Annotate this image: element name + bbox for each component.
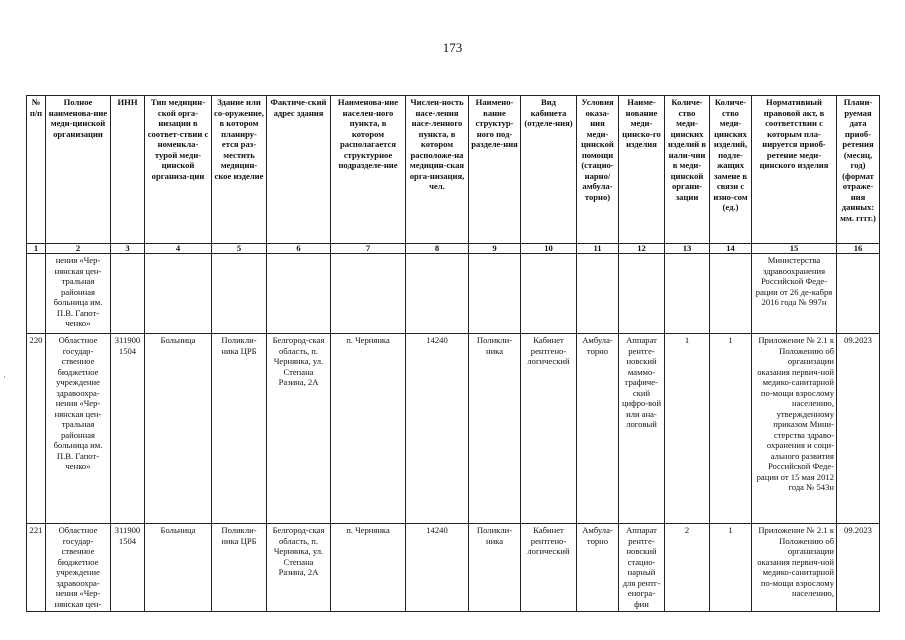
cell-type: Больница <box>145 334 212 524</box>
col-header-qty-replace: Количе-ство меди-цинских изделий, подле-жащих замене в связи с изно-сом (ед.) <box>710 96 752 244</box>
cell-type <box>145 254 212 334</box>
cell-org: нения «Чер-нянская цен-тральная районная больница им. П.В. Гапот-ченко» <box>46 254 111 334</box>
cell-org: Областное государ-ственное бюджетное учреждение здравоохра-нения «Чер-нянская цен- <box>46 524 111 612</box>
cell-num <box>27 254 46 334</box>
col-header-locality: Наименова-ние населен-ного пункта, в котором располагается структурное подразделе-ние <box>331 96 406 244</box>
col-header-type: Тип медицин-ской орга-низации в соответ-ствии с номенкла-турой меди-цинской организа-ции <box>145 96 212 244</box>
header-row <box>27 96 880 244</box>
col-header-division: Наимено-вание структур-ного под-разделе-ния <box>469 96 521 244</box>
cell-device <box>619 254 665 334</box>
cell-act: Министерства здравоохранения Российской Феде-рации от 26 де-кабря 2016 года № 997н <box>752 254 837 334</box>
col-header-date: Плани-руемая дата приоб-ретения (месяц, год) (формат отраже-ния данных: мм. гггг.) <box>837 96 880 244</box>
cell-inn: 311900 1504 <box>111 524 145 612</box>
col-header-cabinet: Вид кабинета (отделе-ния) <box>521 96 577 244</box>
table-row <box>27 334 880 524</box>
cell-division: Поликли-ника <box>469 524 521 612</box>
table-row <box>27 254 880 334</box>
cell-building <box>212 254 267 334</box>
cell-device: Аппарат рентге-новский маммо-графиче-ский цифро-вой или ана-логовый <box>619 334 665 524</box>
cell-address: Белгород-ская область, п. Чернянка, ул. Степана Разина, 2А <box>267 524 331 612</box>
column-number: 4 <box>145 244 212 254</box>
cell-qty-have: 2 <box>665 524 710 612</box>
medical-devices-table <box>26 95 880 612</box>
page-number: 173 <box>442 40 463 55</box>
column-number: 16 <box>837 244 880 254</box>
table-row <box>27 524 880 612</box>
cell-conditions: Амбула-торно <box>577 334 619 524</box>
cell-inn: 311900 1504 <box>111 334 145 524</box>
col-header-device: Наиме-нование меди-цинско-го изделия <box>619 96 665 244</box>
column-number: 2 <box>46 244 111 254</box>
cell-qty-replace: 1 <box>710 524 752 612</box>
cell-date <box>837 254 880 334</box>
margin-mark: · <box>3 372 6 382</box>
cell-qty-replace <box>710 254 752 334</box>
cell-device: Аппарат рентге-новский стацио-нарный для рентг-еногра-фии <box>619 524 665 612</box>
cell-address: Белгород-ская область, п. Чернянка, ул. Степана Разина, 2А <box>267 334 331 524</box>
column-number: 3 <box>111 244 145 254</box>
cell-qty-replace: 1 <box>710 334 752 524</box>
col-header-inn: ИНН <box>111 96 145 244</box>
cell-cabinet: Кабинет рентгено-логический <box>521 334 577 524</box>
col-header-population: Числен-ность насе-ления насе-ленного пункта, в котором расположе-на медицин-ская орга-низация, чел. <box>406 96 469 244</box>
column-number: 14 <box>710 244 752 254</box>
col-header-qty-have: Количе-ство меди-цинских изделий в нали-чии в меди-цинской органи-зации <box>665 96 710 244</box>
column-number: 12 <box>619 244 665 254</box>
cell-locality <box>331 254 406 334</box>
cell-division: Поликли-ника <box>469 334 521 524</box>
cell-building: Поликли-ника ЦРБ <box>212 334 267 524</box>
column-number: 8 <box>406 244 469 254</box>
cell-conditions: Амбула-торно <box>577 524 619 612</box>
cell-date: 09.2023 <box>837 524 880 612</box>
cell-qty-have <box>665 254 710 334</box>
col-header-conditions: Условия оказа-ния меди-цинской помощи (стацио-нарно/ амбула-торно) <box>577 96 619 244</box>
column-number-row <box>27 244 880 254</box>
cell-conditions <box>577 254 619 334</box>
col-header-num: № п/п <box>27 96 46 244</box>
cell-act: Приложение № 2.1 к Положению об организации оказания первич-ной медико-санитарной по-мощи взрослому населению, <box>752 524 837 612</box>
cell-division <box>469 254 521 334</box>
cell-num: 220 <box>27 334 46 524</box>
cell-type: Больница <box>145 524 212 612</box>
cell-date: 09.2023 <box>837 334 880 524</box>
column-number: 11 <box>577 244 619 254</box>
column-number: 13 <box>665 244 710 254</box>
cell-locality: п. Чернянка <box>331 524 406 612</box>
cell-locality: п. Чернянка <box>331 334 406 524</box>
cell-address <box>267 254 331 334</box>
cell-population: 14240 <box>406 524 469 612</box>
cell-act: Приложение № 2.1 к Положению об организации оказания первич-ной медико-санитарной по-мощи взрослому населению, утвержденному приказом Мини-стерства здраво-охранения и соци-ального развития Российской Феде-рации от 15 мая 2012 года № 543н <box>752 334 837 524</box>
col-header-act: Нормативный правовой акт, в соответствии с которым пла-нируется приоб-ретение меди-цинского изделия <box>752 96 837 244</box>
cell-qty-have: 1 <box>665 334 710 524</box>
column-number: 7 <box>331 244 406 254</box>
col-header-address: Фактиче-ский адрес здания <box>267 96 331 244</box>
cell-num: 221 <box>27 524 46 612</box>
cell-org: Областное государ-ственное бюджетное учреждение здравоохра-нения «Чер-нянская цен-тральная районная больница им. П.В. Гапот-ченко» <box>46 334 111 524</box>
column-number: 5 <box>212 244 267 254</box>
col-header-org: Полное наименова-ние меди-цинской организации <box>46 96 111 244</box>
cell-inn <box>111 254 145 334</box>
column-number: 15 <box>752 244 837 254</box>
column-number: 10 <box>521 244 577 254</box>
column-number: 6 <box>267 244 331 254</box>
cell-population <box>406 254 469 334</box>
cell-building: Поликли-ника ЦРБ <box>212 524 267 612</box>
cell-population: 14240 <box>406 334 469 524</box>
column-number: 1 <box>27 244 46 254</box>
cell-cabinet: Кабинет рентгено-логический <box>521 524 577 612</box>
cell-cabinet <box>521 254 577 334</box>
column-number: 9 <box>469 244 521 254</box>
col-header-building: Здание или со-оружение, в котором планиру-ется раз-местить медицин-ское изделие <box>212 96 267 244</box>
